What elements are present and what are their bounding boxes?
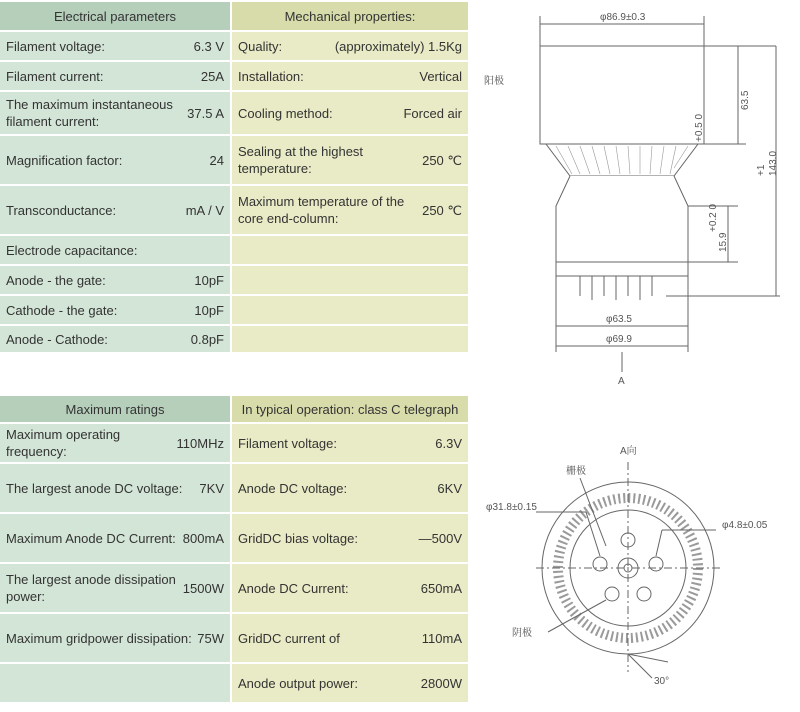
right-param-cell — [232, 236, 470, 264]
param-label: Maximum operating frequency: — [6, 427, 121, 459]
dim-base1-label: φ63.5 — [606, 314, 632, 325]
param-value: 650mA — [420, 580, 462, 596]
left-param-cell — [0, 186, 232, 234]
left-param-cell — [0, 564, 232, 612]
param-value: (approximately) 1.5Kg — [334, 38, 462, 54]
left-param-cell — [0, 62, 232, 90]
param-label: Anode output power: — [238, 675, 358, 691]
right-param-cell — [232, 664, 470, 702]
param-label: Filament voltage: — [238, 435, 337, 451]
param-label: The maximum instantaneous filament current: — [6, 97, 173, 129]
table-row — [0, 464, 470, 514]
left-param-cell — [0, 664, 232, 702]
table-header-row — [0, 396, 470, 424]
param-value: 110mA — [421, 630, 462, 646]
header-text: Electrical parameters — [53, 8, 177, 24]
param-label: Anode - Cathode: — [6, 331, 108, 347]
param-label: Filament current: — [6, 68, 104, 84]
param-value: 1500W — [182, 580, 224, 596]
dim-left-label: φ31.8±0.15 — [486, 502, 537, 513]
param-label: Anode DC voltage: — [238, 480, 348, 496]
right-param-cell — [232, 62, 470, 90]
header-text: Maximum ratings — [65, 401, 165, 417]
param-value: 6.3 V — [193, 38, 224, 54]
param-value: 0.8pF — [190, 331, 224, 347]
param-value: —500V — [418, 530, 462, 546]
view-title: A向 — [620, 446, 637, 457]
left-param-cell — [0, 92, 232, 134]
right-header-cell — [232, 396, 470, 422]
right-param-cell — [232, 32, 470, 60]
table-row — [0, 62, 470, 92]
param-value: Vertical — [419, 68, 462, 84]
param-value: 75W — [197, 630, 224, 646]
param-label: Cathode - the gate: — [6, 302, 118, 318]
param-value: 110MHz — [176, 435, 224, 451]
right-header-cell — [232, 2, 470, 30]
right-param-cell — [232, 136, 470, 184]
right-param-cell — [232, 266, 470, 294]
param-value: mA / V — [185, 202, 224, 218]
left-param-cell — [0, 136, 232, 184]
param-label: Maximum temperature of the core end-column: — [238, 194, 405, 226]
dim-right-label: φ4.8±0.05 — [722, 520, 768, 531]
tube-bottom-view-drawing — [476, 396, 800, 707]
param-label: The largest anode DC voltage: — [6, 480, 183, 496]
table-row — [0, 266, 470, 296]
param-label: GridDC current of — [238, 630, 340, 646]
param-label: Maximum Anode DC Current: — [6, 530, 176, 546]
table-row — [0, 296, 470, 326]
param-label: GridDC bias voltage: — [238, 530, 358, 546]
param-value: Forced air — [403, 105, 462, 121]
tube-side-view-panel — [476, 0, 800, 392]
dim-143-label: 143.0 — [768, 150, 779, 176]
dim-top-label: φ86.9±0.3 — [600, 12, 646, 23]
dim-base2-label: φ69.9 — [606, 334, 632, 345]
angle-label: 30° — [654, 676, 670, 687]
left-param-cell — [0, 266, 232, 294]
anode-label: 阳极 — [484, 76, 504, 87]
param-value: 800mA — [182, 530, 224, 546]
dim-15-label: 15.9 — [718, 232, 729, 252]
tube-bottom-view-panel — [476, 396, 800, 707]
left-param-cell — [0, 614, 232, 662]
param-value: 250 ℃ — [422, 202, 462, 218]
param-label: Quality: — [238, 38, 283, 54]
param-value: 6KV — [437, 480, 462, 496]
param-value: 10pF — [194, 272, 224, 288]
left-header-cell — [0, 396, 232, 422]
left-param-cell — [0, 464, 232, 512]
right-param-cell — [232, 296, 470, 324]
right-param-cell — [232, 186, 470, 234]
tube-side-view-drawing — [476, 0, 800, 392]
table-row — [0, 564, 470, 614]
view-letter: A — [618, 376, 625, 387]
right-param-cell — [232, 614, 470, 662]
table-row — [0, 32, 470, 62]
table-row — [0, 326, 470, 354]
param-value: 25A — [200, 68, 224, 84]
header-text: Mechanical properties: — [284, 8, 416, 24]
grid-label: 栅极 — [566, 466, 586, 477]
param-label: Cooling method: — [238, 105, 333, 121]
param-value: 10pF — [194, 302, 224, 318]
param-label: Anode DC Current: — [238, 580, 349, 596]
left-param-cell — [0, 296, 232, 324]
table-row — [0, 424, 470, 464]
param-value: 24 — [209, 152, 224, 168]
table-row — [0, 236, 470, 266]
param-value: 37.5 A — [187, 105, 224, 121]
param-value: 7KV — [199, 480, 224, 496]
param-label: Maximum gridpower dissipation: — [6, 630, 192, 646]
dim-143-tol: +1 — [756, 164, 767, 176]
right-param-cell — [232, 464, 470, 512]
right-param-cell — [232, 514, 470, 562]
table-row — [0, 136, 470, 186]
param-label: Electrode capacitance: — [6, 242, 138, 258]
left-param-cell — [0, 326, 232, 352]
table-row — [0, 92, 470, 136]
param-label: Transconductance: — [6, 202, 117, 218]
dim-15-tol: +0.2 0 — [708, 203, 719, 232]
table-row — [0, 514, 470, 564]
param-value: 2800W — [420, 675, 462, 691]
right-param-cell — [232, 92, 470, 134]
left-param-cell — [0, 236, 232, 264]
right-param-cell — [232, 564, 470, 612]
left-param-cell — [0, 514, 232, 562]
table-row — [0, 664, 470, 704]
param-label: Filament voltage: — [6, 38, 105, 54]
table-row — [0, 186, 470, 236]
param-value: 250 ℃ — [422, 152, 462, 168]
param-label: Sealing at the highest temperature: — [238, 144, 364, 176]
dim-63-tol: +0.5 0 — [694, 113, 705, 142]
param-label: Magnification factor: — [6, 152, 123, 168]
left-param-cell — [0, 32, 232, 60]
cathode-label: 阴极 — [512, 628, 532, 639]
table-row — [0, 614, 470, 664]
right-param-cell — [232, 424, 470, 462]
header-text: In typical operation: class C telegraph — [241, 401, 459, 417]
left-param-cell — [0, 424, 232, 462]
param-label: Installation: — [238, 68, 304, 84]
left-header-cell — [0, 2, 232, 30]
right-param-cell — [232, 326, 470, 352]
table-header-row — [0, 2, 470, 32]
dim-63-label: 63.5 — [740, 90, 751, 110]
param-value: 6.3V — [435, 435, 462, 451]
param-label: Anode - the gate: — [6, 272, 106, 288]
param-label: The largest anode dissipation power: — [6, 572, 176, 604]
